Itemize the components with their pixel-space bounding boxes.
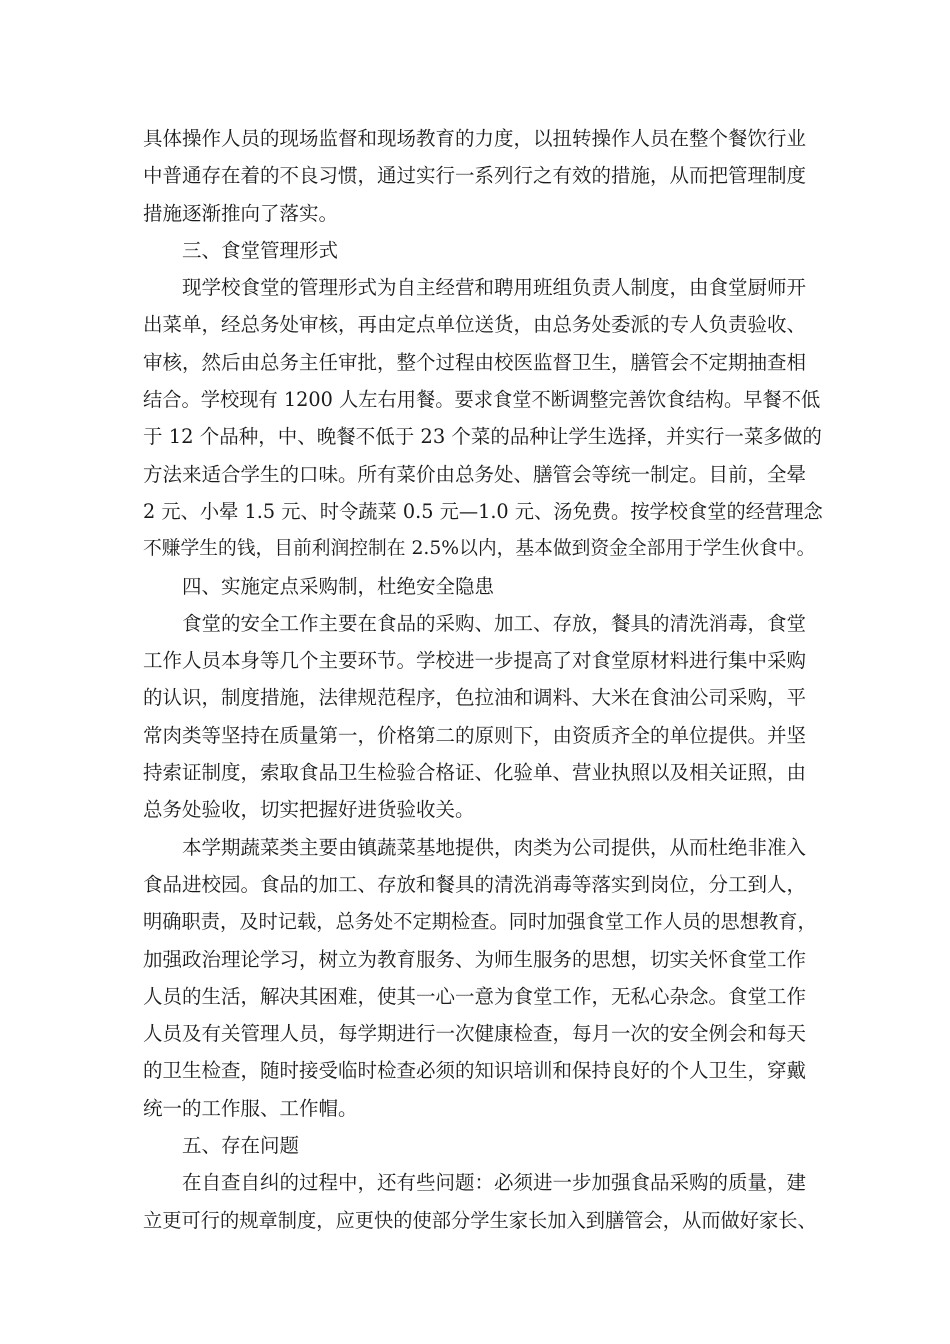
- text-line: 立更可行的规章制度，应更快的使部分学生家长加入到膳管会，从而做好家长、: [143, 1208, 817, 1232]
- text-line: 方法来适合学生的口味。所有菜价由总务处、膳管会等统一制定。目前，全晕: [143, 462, 807, 486]
- text-line: 食堂的安全工作主要在食品的采购、加工、存放，餐具的清洗消毒，食堂: [182, 611, 807, 635]
- text-line: 人员及有关管理人员，每学期进行一次健康检查，每月一次的安全例会和每天: [143, 1022, 807, 1046]
- text-line: 四、实施定点采购制，杜绝安全隐患: [182, 574, 495, 598]
- text-line: 现学校食堂的管理形式为自主经营和聘用班组负责人制度，由食堂厨师开: [182, 276, 807, 300]
- text-line: 出菜单，经总务处审核，再由定点单位送货，由总务处委派的专人负责验收、: [143, 313, 807, 337]
- text-line: 的卫生检查，随时接受临时检查必须的知识培训和保持良好的个人卫生，穿戴: [143, 1059, 807, 1083]
- text-line: 具体操作人员的现场监督和现场教育的力度，以扭转操作人员在整个餐饮行业: [143, 127, 807, 150]
- text-line: 审核，然后由总务主任审批，整个过程由校医监督卫生，膳管会不定期抽查相: [143, 350, 807, 374]
- text-line: 本学期蔬菜类主要由镇蔬菜基地提供，肉类为公司提供，从而杜绝非准入: [182, 835, 807, 859]
- text-line: 总务处验收，切实把握好进货验收关。: [143, 798, 475, 822]
- text-line: 统一的工作服、工作帽。: [143, 1096, 358, 1120]
- text-line: 在自查自纠的过程中，还有些问题：必须进一步加强食品采购的质量，建: [182, 1171, 807, 1195]
- text-line: 人员的生活，解决其困难，使其一心一意为食堂工作，无私心杂念。食堂工作: [143, 984, 807, 1008]
- text-line: 明确职责，及时记载，总务处不定期检查。同时加强食堂工作人员的思想教育，: [143, 910, 817, 934]
- text-line: 于 12 个品种，中、晚餐不低于 23 个菜的品种让学生选择，并实行一菜多做的: [143, 425, 822, 449]
- text-line: 结合。学校现有 1200 人左右用餐。要求食堂不断调整完善饮食结构。早餐不低: [143, 388, 821, 412]
- document-body: [143, 120, 823, 1239]
- text-line: 持索证制度，索取食品卫生检验合格证、化验单、营业执照以及相关证照，由: [143, 761, 807, 785]
- text-line: 措施逐渐推向了落实。: [143, 201, 339, 225]
- text-line: 常肉类等坚持在质量第一，价格第二的原则下，由资质齐全的单位提供。并坚: [143, 723, 807, 747]
- text-line: 工作人员本身等几个主要环节。学校进一步提高了对食堂原材料进行集中采购: [143, 649, 807, 673]
- text-line: 三、食堂管理形式: [182, 238, 339, 262]
- text-line: 中普通存在着的不良习惯，通过实行一系列行之有效的措施，从而把管理制度: [143, 164, 807, 188]
- text-line: 五、存在问题: [182, 1134, 300, 1158]
- text-line: 不赚学生的钱，目前利润控制在 2.5%以内，基本做到资金全部用于学生伙食中。: [143, 538, 816, 560]
- text-line: 食品进校园。食品的加工、存放和餐具的清洗消毒等落实到岗位，分工到人，: [143, 872, 807, 896]
- text-line: 加强政治理论学习，树立为教育服务、为师生服务的思想，切实关怀食堂工作: [143, 947, 807, 971]
- text-line: 的认识，制度措施，法律规范程序，色拉油和调料、大米在食油公司采购，平: [143, 686, 807, 710]
- text-line: 2 元、小晕 1.5 元、时令蔬菜 0.5 元—1.0 元、汤免费。按学校食堂的经营理念: [143, 499, 823, 523]
